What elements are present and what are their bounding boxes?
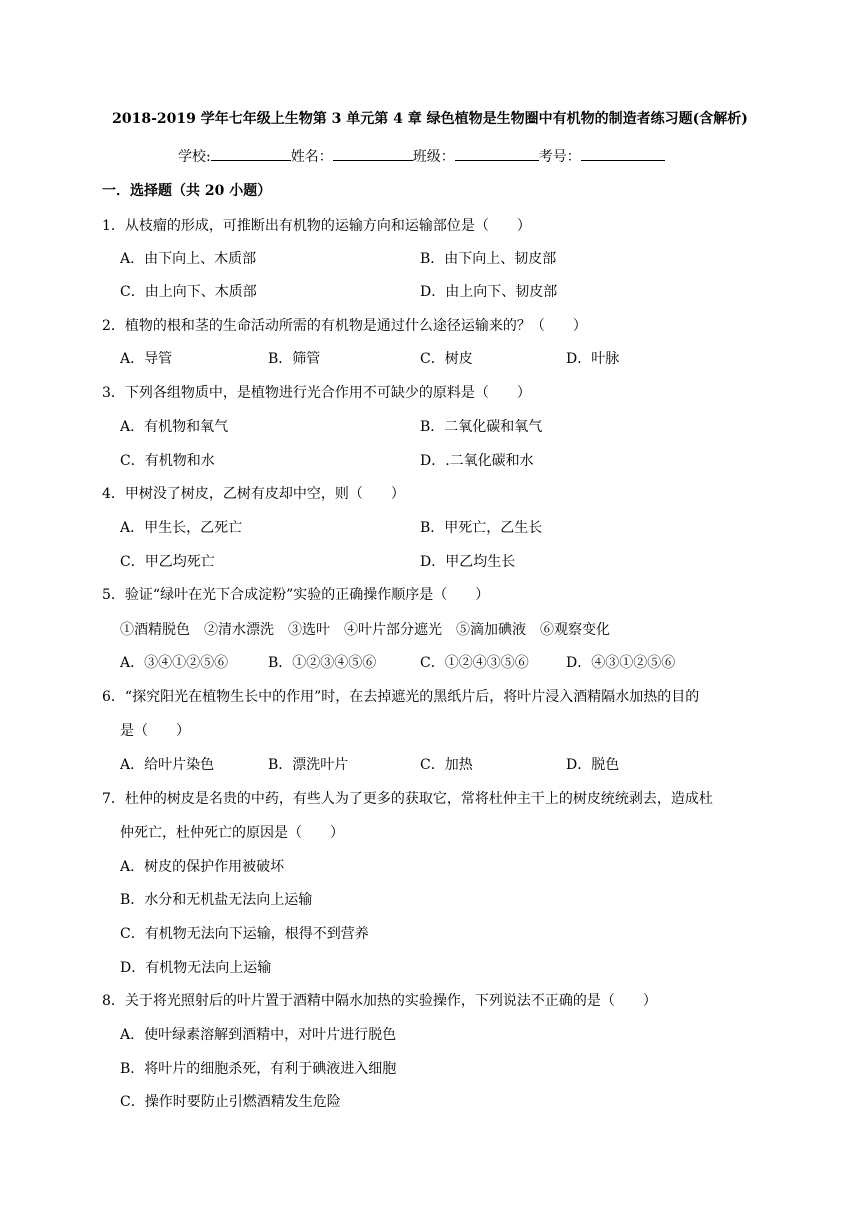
question-3-option-c: C．有机物和水: [120, 453, 215, 469]
question-2-option-d: D．叶脉: [566, 351, 620, 367]
school-blank[interactable]: [211, 146, 291, 161]
question-5-stem: 5．验证“绿叶在光下合成淀粉”实验的正确操作顺序是（ ）: [102, 587, 490, 603]
question-7-stem-cont: 仲死亡，杜仲死亡的原因是（ ）: [120, 825, 344, 841]
question-7-option-a: A．树皮的保护作用被破坏: [120, 859, 285, 875]
exam-no-blank[interactable]: [581, 146, 665, 161]
student-info-line: [178, 146, 665, 166]
question-6-option-c: C．加热: [420, 757, 473, 773]
question-2-option-b: B．筛管: [268, 351, 321, 367]
question-4-option-a: A．甲生长，乙死亡: [120, 520, 243, 536]
question-4-option-c: C．甲乙均死亡: [120, 554, 215, 570]
school-label: 学校:: [178, 149, 211, 165]
question-7-option-b: B．水分和无机盐无法向上运输: [120, 892, 313, 908]
document-title: 2018-2019 学年七年级上生物第 3 单元第 4 章 绿色植物是生物圈中有机物的制造者练习题(含解析): [112, 111, 748, 127]
question-6-stem: 6．“探究阳光在植物生长中的作用”时，在去掉遮光的黑纸片后，将叶片浸入酒精隔水加热的目的: [102, 689, 700, 705]
class-blank[interactable]: [455, 146, 539, 161]
question-5-option-a: A．③④①②⑤⑥: [120, 655, 229, 671]
question-3-stem: 3．下列各组物质中，是植物进行光合作用不可缺少的原料是（ ）: [102, 385, 531, 401]
question-1-option-d: D．由上向下、韧皮部: [420, 284, 558, 300]
question-1-option-b: B．由下向上、韧皮部: [420, 251, 557, 267]
section-heading: 一．选择题（共 20 小题）: [102, 183, 272, 199]
name-blank[interactable]: [333, 146, 413, 161]
question-7-stem: 7．杜仲的树皮是名贵的中药，有些人为了更多的获取它，常将杜仲主干上的树皮统统剥去，造成杜: [102, 791, 713, 807]
question-8-option-c: C．操作时要防止引燃酒精发生危险: [120, 1094, 341, 1110]
question-2-option-c: C．树皮: [420, 351, 473, 367]
question-5-option-d: D．④③①②⑤⑥: [566, 655, 676, 671]
question-4-option-b: B．甲死亡，乙生长: [420, 520, 543, 536]
question-3-option-b: B．二氧化碳和氧气: [420, 419, 543, 435]
exam-no-label: 考号：: [538, 149, 581, 165]
question-1-option-c: C．由上向下、木质部: [120, 284, 257, 300]
question-1-stem: 1．从枝瘤的形成，可推断出有机物的运输方向和运输部位是（ ）: [102, 218, 531, 234]
question-6-option-d: D．脱色: [566, 757, 620, 773]
question-6-option-b: B．漂洗叶片: [268, 757, 349, 773]
question-4-stem: 4．甲树没了树皮，乙树有皮却中空，则（ ）: [102, 486, 405, 502]
class-label: 班级：: [412, 149, 455, 165]
question-7-option-c: C．有机物无法向下运输，根得不到营养: [120, 926, 369, 942]
question-7-option-d: D．有机物无法向上运输: [120, 960, 272, 976]
question-5-option-c: C．①②④③⑤⑥: [420, 655, 529, 671]
question-6-option-a: A．给叶片染色: [120, 757, 215, 773]
question-2-stem: 2．植物的根和茎的生命活动所需的有机物是通过什么途径运输来的？（ ）: [102, 318, 587, 334]
question-2-option-a: A．导管: [120, 351, 173, 367]
question-3-option-d: D．.二氧化碳和水: [420, 453, 534, 469]
question-8-stem: 8．关于将光照射后的叶片置于酒精中隔水加热的实验操作，下列说法不正确的是（ ）: [102, 993, 657, 1009]
question-1-option-a: A．由下向上、木质部: [120, 251, 257, 267]
question-6-stem-cont: 是（ ）: [120, 723, 190, 739]
question-3-option-a: A．有机物和氧气: [120, 419, 229, 435]
question-5-steps: ①酒精脱色 ②清水漂洗 ③选叶 ④叶片部分遮光 ⑤滴加碘液 ⑥观察变化: [120, 622, 610, 638]
question-5-option-b: B．①②③④⑤⑥: [268, 655, 377, 671]
question-4-option-d: D．甲乙均生长: [420, 554, 516, 570]
question-8-option-a: A．使叶绿素溶解到酒精中，对叶片进行脱色: [120, 1027, 397, 1043]
question-8-option-b: B．将叶片的细胞杀死，有利于碘液进入细胞: [120, 1061, 397, 1077]
name-label: 姓名：: [290, 149, 333, 165]
